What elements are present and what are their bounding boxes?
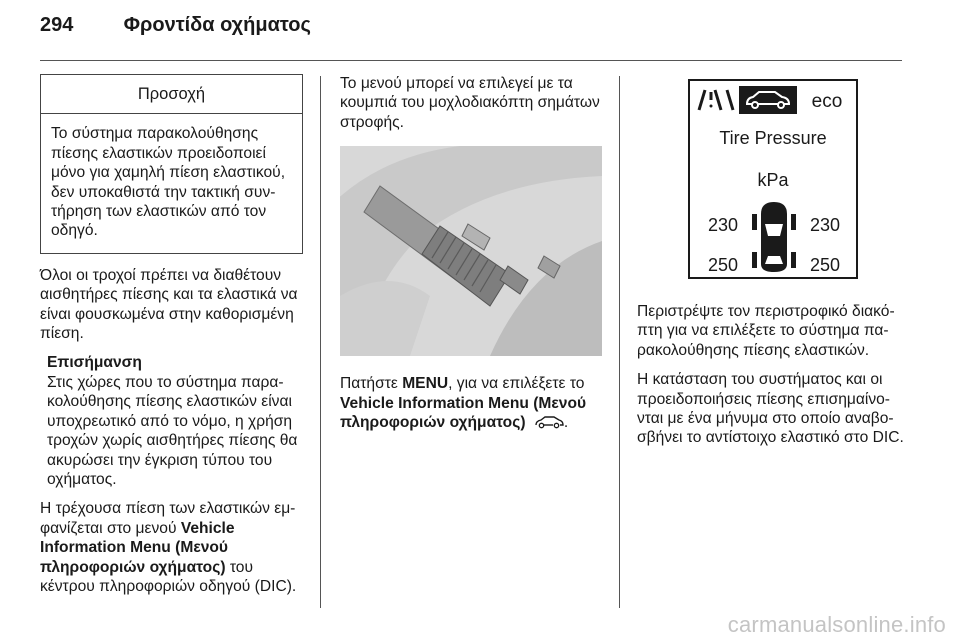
- turn-signal-lever-illustration: [340, 146, 602, 356]
- watermark: carmanualsonline.info: [727, 612, 946, 637]
- front-right-pressure: 230: [809, 215, 841, 235]
- header-rule: [40, 60, 902, 61]
- text-run: , για να επιλέξετε το: [448, 375, 585, 393]
- column-2: [340, 74, 604, 432]
- note-title: Επισήμανση: [47, 354, 142, 372]
- page-header: [40, 14, 311, 37]
- dic-screen: [637, 74, 899, 284]
- text-run: του κέντρου πληροφοριών οδηγού (DIC).: [40, 558, 297, 595]
- note-text: Στις χώρες που το σύστημα παρα-κολούθησης πίεσης ελαστικών είναι υποχρεωτικό από το νόμο, η χρήση τροχών χωρίς αισθητήρες πίεσης θα ακυρώσει την έγκριση τύπου του οχήματος.: [47, 373, 298, 488]
- menu-name: Vehicle Information Menu (Μενού πληροφοριών οχήματος): [40, 519, 235, 576]
- eco-label: eco: [811, 91, 843, 112]
- paragraph: Περιστρέψτε τον περιστροφικό διακό-πτη για να επιλέξετε το σύστημα πα-ρακολούθησης πίεσης ελαστικών.: [637, 303, 895, 359]
- rear-left-pressure: 250: [707, 255, 739, 275]
- column-1: [40, 74, 308, 606]
- lever-drawing: [340, 146, 602, 356]
- column-divider: [619, 76, 620, 608]
- note: [40, 353, 308, 489]
- front-left-pressure: 230: [707, 215, 739, 235]
- rear-right-pressure: 250: [809, 255, 841, 275]
- car-outline-icon: [534, 415, 564, 429]
- paragraph: Η κατάσταση του συστήματος και οι προειδοποιήσεις πίεσης επισημαίνο-νται με ένα μήνυμα στο οποίο αναβο-σβήνει το αντίστοιχο ελαστικό στο DIC.: [637, 371, 904, 447]
- text-run: Η τρέχουσα πίεση των ελαστικών εμ-φανίζεται στο μενού: [40, 500, 296, 537]
- paragraph: [340, 374, 604, 432]
- caution-text: Το σύστημα παρακολούθησης πίεσης ελαστικών προειδοποιεί μόνο για χαμηλή πίεση ελαστικού, δεν υποκαθιστά την τακτική συν-τήρηση των ελαστικών από τον οδηγό.: [51, 125, 286, 240]
- pressure-unit: kPa: [757, 170, 789, 190]
- display-title: Tire Pressure: [719, 128, 827, 148]
- tire-pressure-display: [637, 74, 899, 284]
- caution-title: Προσοχή: [41, 75, 302, 114]
- paragraph: [40, 499, 308, 596]
- column-divider: [320, 76, 321, 608]
- text-run: .: [563, 414, 569, 432]
- paragraph: Όλοι οι τροχοί πρέπει να διαθέτουν αισθητήρες πίεσης και τα ελαστικά να είναι φουσκωμένα στην καθορισμένη πίεση.: [40, 266, 298, 343]
- menu-name: Vehicle Information Menu (Μενού πληροφοριών οχήματος): [340, 394, 587, 432]
- paragraph: Το μενού μπορεί να επιλεγεί με τα κουμπιά του μοχλοδιακόπτη σημάτων στροφής.: [340, 75, 600, 131]
- page-number: 294: [40, 14, 74, 36]
- menu-button-name: MENU: [402, 375, 449, 393]
- text-run: Πατήστε: [340, 375, 403, 393]
- caution-box: [40, 74, 303, 254]
- column-3: [637, 74, 905, 458]
- section-title: Φροντίδα οχήματος: [123, 14, 311, 36]
